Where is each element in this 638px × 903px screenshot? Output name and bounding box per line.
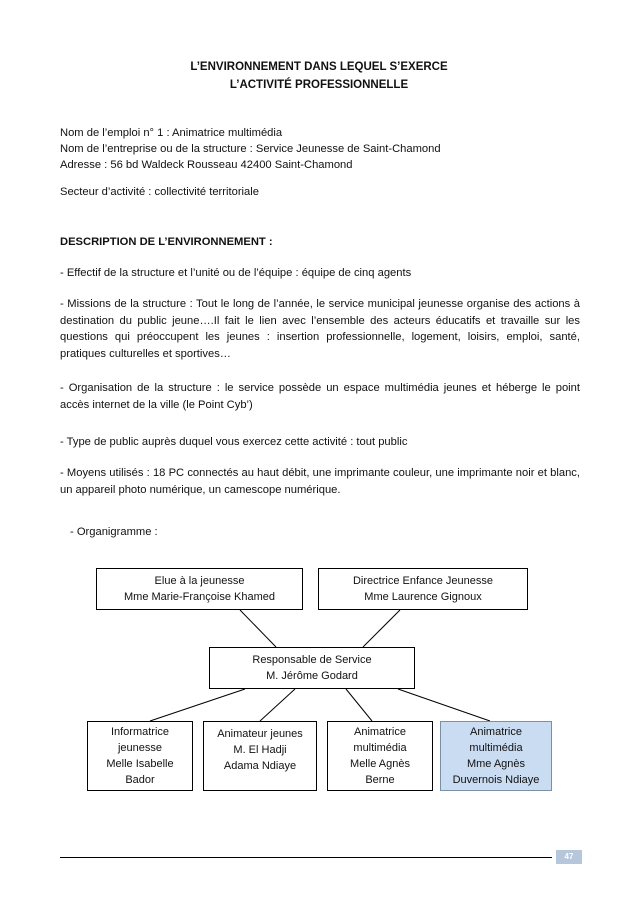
structure-name: Nom de l’entreprise ou de la structure : Service Jeunesse de Saint-Chamond	[60, 143, 441, 155]
org-box-responsable	[209, 647, 415, 689]
sector: Secteur d’activité : collectivité territoriale	[60, 186, 259, 198]
org-elue-name: Mme Marie-Françoise Khamed	[124, 591, 275, 603]
effectif-paragraph: - Effectif de la structure et l’unité ou de l’équipe : équipe de cinq agents	[60, 267, 412, 279]
org-responsable-name: M. Jérôme Godard	[266, 670, 358, 682]
organigramme-label: - Organigramme :	[70, 526, 158, 538]
org-directrice-role: Directrice Enfance Jeunesse	[352, 575, 493, 587]
org-animatrice1-line-4: Berne	[365, 774, 395, 786]
org-animateur-line-3: Adama Ndiaye	[223, 760, 297, 772]
org-informatrice-line-3: Melle Isabelle	[106, 758, 174, 770]
org-informatrice-line-2: jeunesse	[117, 742, 163, 754]
org-animateur-line-2: M. El Hadji	[233, 744, 287, 756]
org-animateur-line-1: Animateur jeunes	[217, 728, 303, 740]
org-informatrice-line-1: Informatrice	[110, 726, 170, 738]
org-responsable-role: Responsable de Service	[252, 654, 372, 666]
org-box-directrice	[318, 568, 528, 610]
page-title-line-1: L’ENVIRONNEMENT DANS LEQUEL S’EXERCE	[190, 61, 448, 73]
org-directrice-name: Mme Laurence Gignoux	[364, 591, 482, 603]
org-animatrice1-line-3: Melle Agnès	[350, 758, 410, 770]
org-box-animatrice-berne	[327, 721, 433, 791]
page-title-line-2: L’ACTIVITÉ PROFESSIONNELLE	[229, 79, 409, 91]
moyens-paragraph: - Moyens utilisés : 18 PC connectés au haut débit, une imprimante couleur, une imprimante noir et blanc, un appareil photo numérique, un camescope numérique.	[60, 467, 580, 496]
organisation-paragraph: - Organisation de la structure : le service possède un espace multimédia jeunes et héberge le point accès internet de la ville (le Point Cyb’)	[60, 382, 580, 411]
org-box-animateur	[203, 721, 317, 791]
org-box-informatrice	[87, 721, 193, 791]
org-animatrice2-line-3: Mme Agnès	[466, 758, 526, 770]
page-number: 47	[556, 850, 582, 864]
org-animatrice1-line-2: multimédia	[353, 742, 407, 754]
org-animatrice1-line-1: Animatrice	[354, 726, 406, 738]
org-animatrice2-line-2: multimédia	[469, 742, 523, 754]
missions-paragraph: - Missions de la structure : Tout le long de l’année, le service municipal jeunesse organise des actions à destination du public jeune….Il fait le lien avec l’ensemble des acteurs éducatifs et travaille sur les questions qui préoccupent les jeunes : insertion professionnelle, logement, loisirs, emploi, santé, pratiques culturelles et sportives…	[60, 298, 580, 360]
org-box-animatrice-duvernois	[440, 721, 552, 791]
address: Adresse : 56 bd Waldeck Rousseau 42400 Saint-Chamond	[60, 159, 353, 171]
public-paragraph: - Type de public auprès duquel vous exercez cette activité : tout public	[60, 436, 408, 448]
org-animatrice2-line-1: Animatrice	[470, 726, 522, 738]
org-elue-role: Elue à la jeunesse	[154, 575, 245, 587]
description-heading: DESCRIPTION DE L’ENVIRONNEMENT :	[60, 236, 273, 248]
org-animatrice2-line-4: Duvernois Ndiaye	[452, 774, 540, 786]
job-name: Nom de l’emploi n° 1 : Animatrice multimédia	[60, 127, 283, 139]
footer-rule	[60, 857, 552, 858]
org-informatrice-line-4: Bador	[125, 774, 155, 786]
org-box-elue	[96, 568, 303, 610]
